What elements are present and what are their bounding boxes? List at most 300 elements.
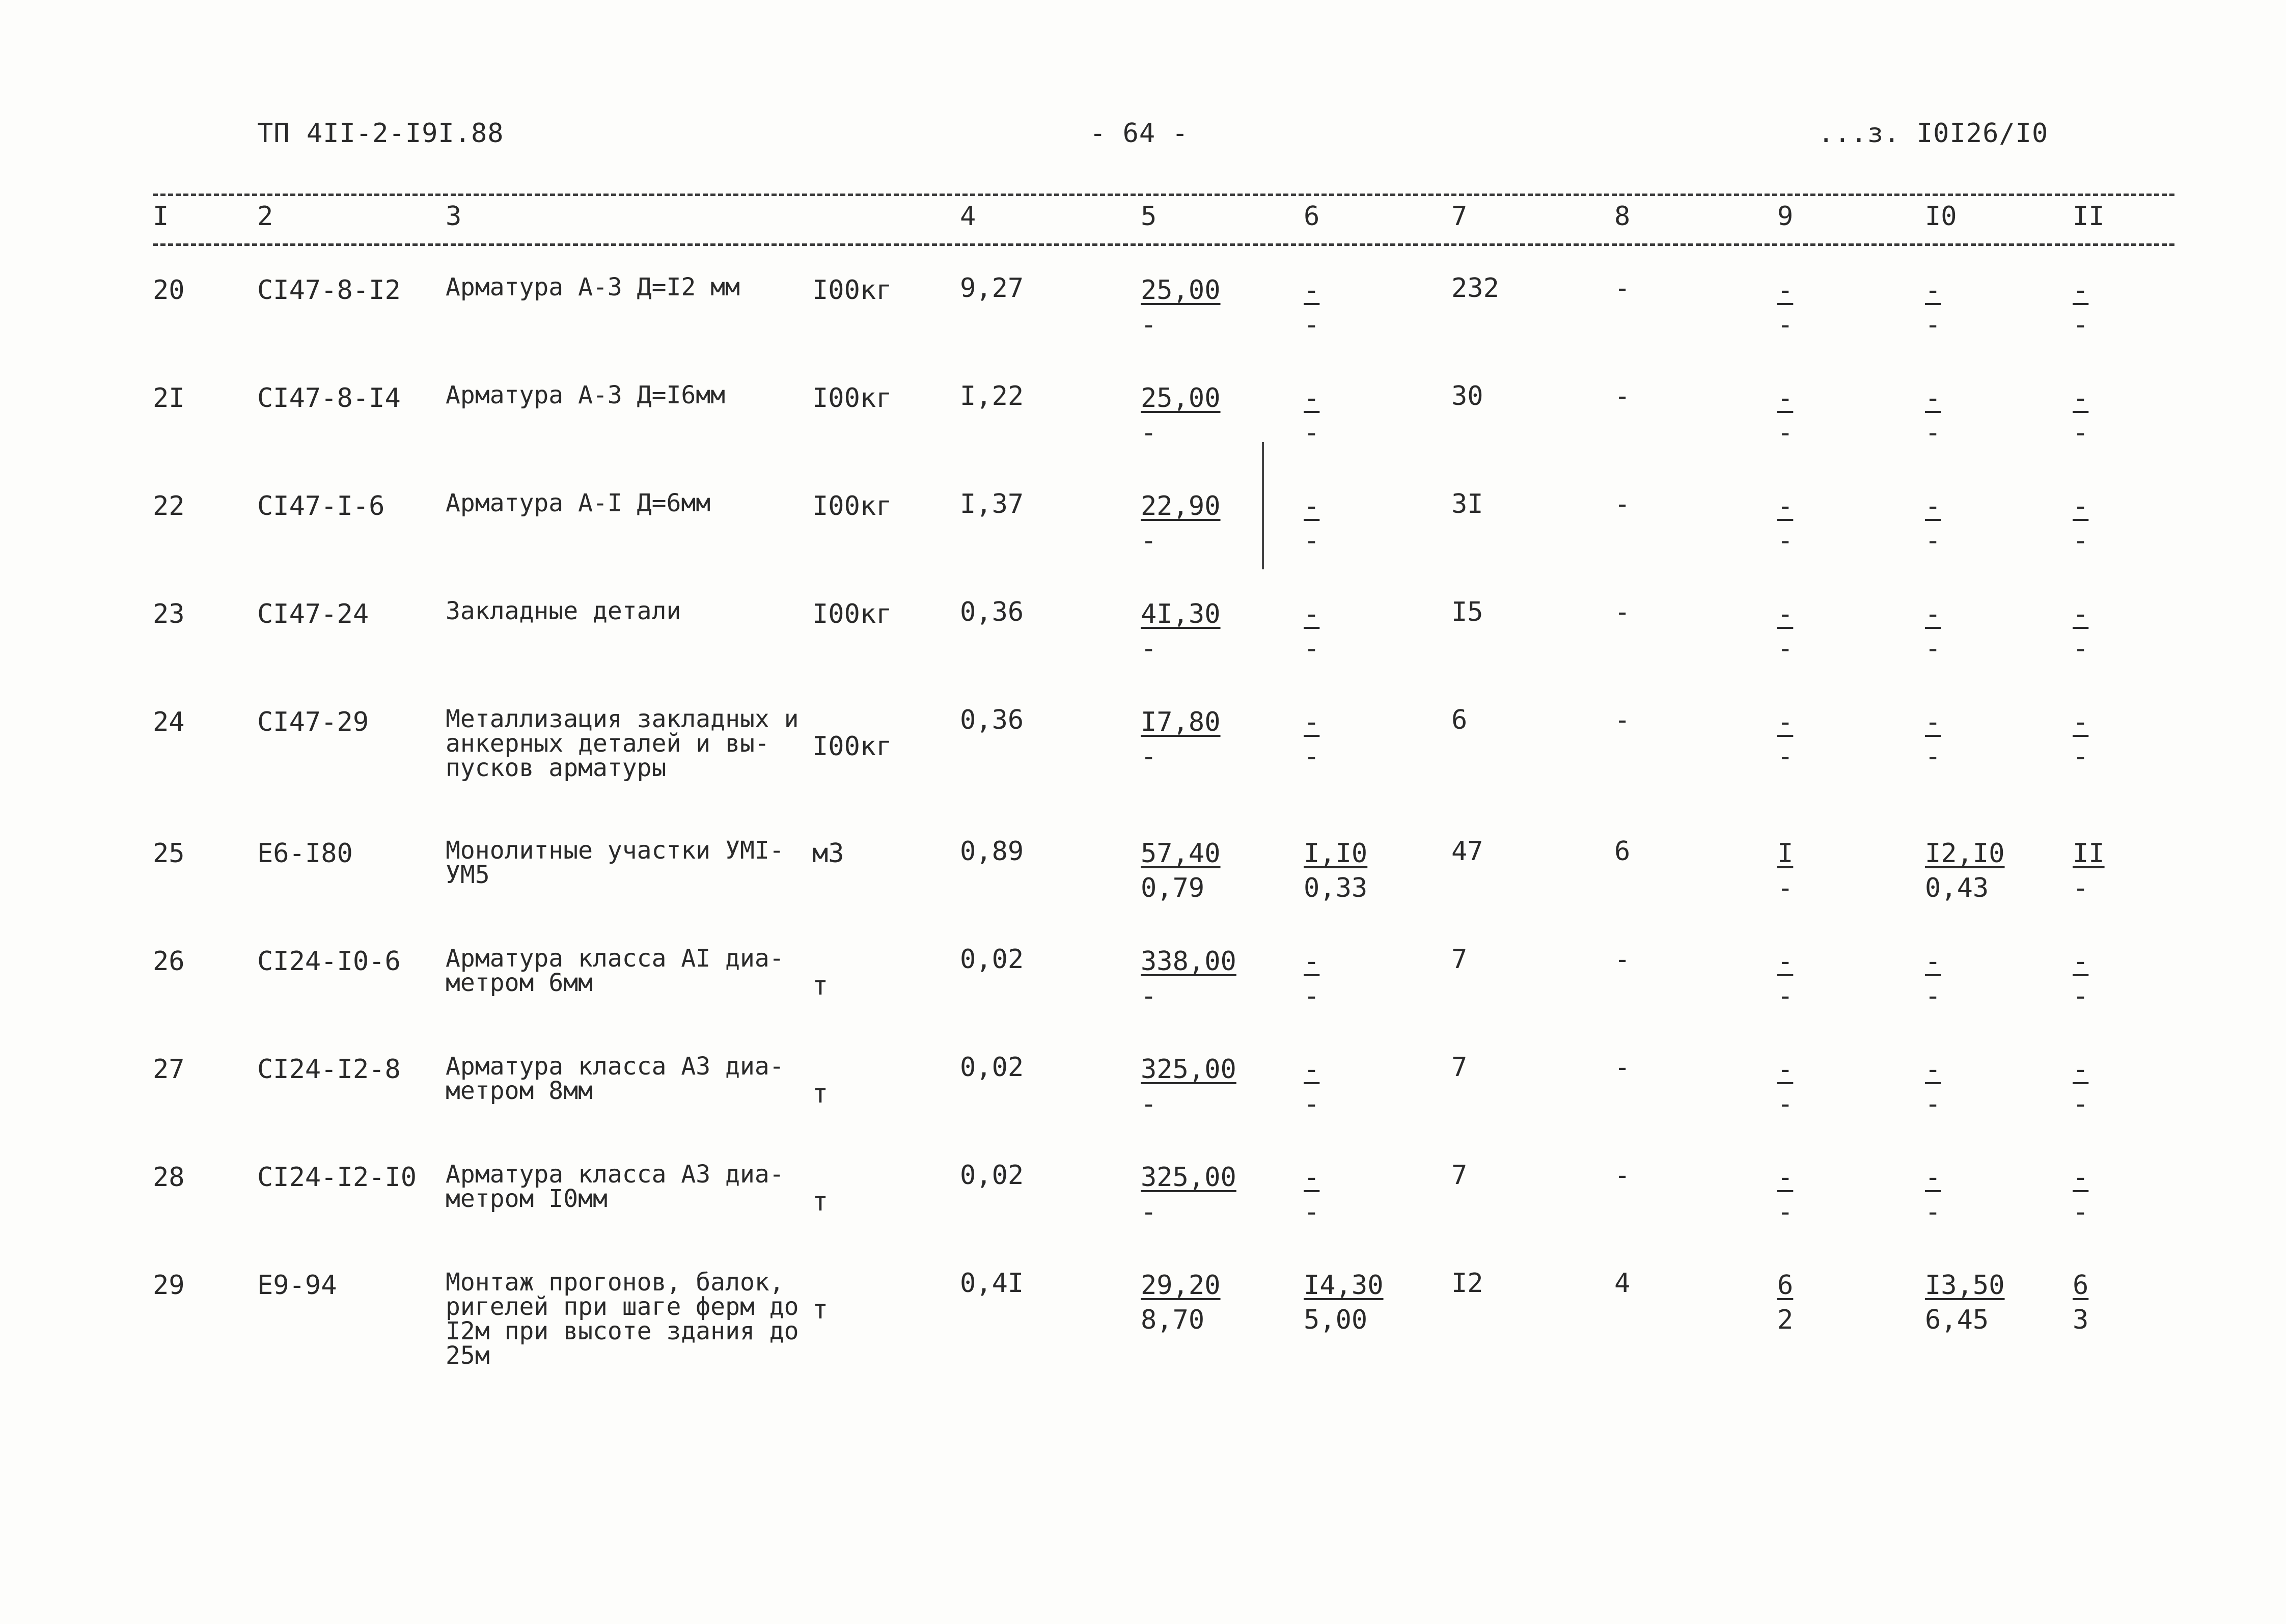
row-number <box>153 1152 257 1260</box>
col7 <box>1451 589 1614 697</box>
work-name <box>446 589 812 697</box>
col11-fraction <box>2073 1268 2088 1337</box>
col6-numerator: - <box>1304 946 1320 977</box>
col5-denominator: - <box>1141 418 1157 448</box>
col9-fraction <box>1777 836 1793 905</box>
col11 <box>2073 373 2174 481</box>
table-row <box>153 373 2174 481</box>
col10 <box>1925 373 2073 481</box>
quantity-value: 0,02 <box>960 1160 1024 1191</box>
col-head-4: 4 <box>960 201 976 232</box>
col10-fraction <box>1925 1052 1941 1121</box>
unit-value: т <box>812 1079 829 1109</box>
col8-value: - <box>1614 1160 1631 1191</box>
table-row <box>153 936 2174 1044</box>
col5-numerator: 25,00 <box>1141 383 1221 414</box>
col-head-10: I0 <box>1925 201 1957 232</box>
col5-denominator: - <box>1141 1089 1157 1119</box>
col9 <box>1777 265 1925 373</box>
col11-denominator: 3 <box>2073 1305 2089 1335</box>
work-name <box>446 265 812 373</box>
col7 <box>1451 481 1614 589</box>
table-row <box>153 589 2174 697</box>
unit-value: т <box>812 1187 829 1217</box>
col11-fraction <box>2073 381 2088 450</box>
col7 <box>1451 936 1614 1044</box>
col6 <box>1304 828 1451 936</box>
norm-code <box>257 481 446 589</box>
col7 <box>1451 828 1614 936</box>
work-name <box>446 828 812 936</box>
col10 <box>1925 1260 2073 1418</box>
work-name <box>446 1044 812 1152</box>
work-name-value: Арматура А-3 Д=I2 мм <box>446 273 740 301</box>
col9-denominator: - <box>1777 741 1794 772</box>
col11-denominator: - <box>2073 1197 2089 1227</box>
col5-fraction <box>1141 944 1236 1013</box>
col5-fraction <box>1141 705 1221 774</box>
col8 <box>1614 265 1777 373</box>
col6-numerator: - <box>1304 1162 1320 1193</box>
unit <box>812 589 960 697</box>
col8-value: - <box>1614 1052 1631 1083</box>
col8-value: - <box>1614 597 1631 627</box>
col11-fraction <box>2073 273 2088 342</box>
col-head-6: 6 <box>1304 201 1320 232</box>
col11-denominator: - <box>2073 741 2089 772</box>
col10-fraction <box>1925 381 1941 450</box>
col5 <box>1141 265 1304 373</box>
col9-numerator: 6 <box>1777 1270 1794 1301</box>
col6-numerator: - <box>1304 707 1320 737</box>
col9 <box>1777 828 1925 936</box>
col9-fraction <box>1777 489 1793 558</box>
col6-fraction <box>1304 705 1319 774</box>
row-number <box>153 589 257 697</box>
row-number <box>153 1260 257 1418</box>
col7 <box>1451 1260 1614 1418</box>
col10 <box>1925 1152 2073 1260</box>
unit <box>812 936 960 1044</box>
col8-value: - <box>1614 705 1631 735</box>
col10-numerator: - <box>1925 707 1941 737</box>
work-name-value: Монолитные участки УМI-УМ5 <box>446 836 784 889</box>
col10 <box>1925 589 2073 697</box>
norm-code <box>257 1044 446 1152</box>
col9-denominator: - <box>1777 310 1794 340</box>
col11-numerator: - <box>2073 707 2089 737</box>
col6 <box>1304 589 1451 697</box>
col5-denominator: - <box>1141 634 1157 664</box>
norm-code-value: Е6-I80 <box>257 838 353 869</box>
work-name-value: Арматура класса А3 диа-метром 8мм <box>446 1052 784 1105</box>
col5 <box>1141 1152 1304 1260</box>
unit-value: I00кг <box>812 599 892 629</box>
col9-denominator: - <box>1777 1197 1794 1227</box>
col11 <box>2073 265 2174 373</box>
col10-denominator: - <box>1925 310 1941 340</box>
col8 <box>1614 936 1777 1044</box>
unit <box>812 265 960 373</box>
col9 <box>1777 1260 1925 1418</box>
col7-value: 3I <box>1451 489 1483 519</box>
col10-fraction <box>1925 705 1941 774</box>
col5 <box>1141 697 1304 828</box>
col5-numerator: I7,80 <box>1141 707 1221 737</box>
col10-denominator: 0,43 <box>1925 873 1989 903</box>
col11 <box>2073 1152 2174 1260</box>
col10-numerator: I3,50 <box>1925 1270 2005 1301</box>
col9 <box>1777 936 1925 1044</box>
col11-denominator: - <box>2073 526 2089 556</box>
col10 <box>1925 697 2073 828</box>
col5-fraction <box>1141 1052 1236 1121</box>
col7-value: 7 <box>1451 1160 1468 1191</box>
col11 <box>2073 936 2174 1044</box>
col6-fraction <box>1304 1052 1319 1121</box>
col11 <box>2073 697 2174 828</box>
col6-numerator: - <box>1304 275 1320 306</box>
work-name-value: Закладные детали <box>446 597 681 625</box>
unit <box>812 1260 960 1418</box>
col8-value: 4 <box>1614 1268 1631 1299</box>
col8 <box>1614 373 1777 481</box>
col9-denominator: - <box>1777 526 1794 556</box>
col11-fraction <box>2073 1052 2088 1121</box>
col6-fraction <box>1304 836 1367 905</box>
col6-fraction <box>1304 1160 1319 1229</box>
col10-numerator: - <box>1925 491 1941 521</box>
col9-denominator: - <box>1777 1089 1794 1119</box>
col7 <box>1451 373 1614 481</box>
unit-value: т <box>812 1295 829 1325</box>
unit-value: I00кг <box>812 383 892 414</box>
row-number-value: 29 <box>153 1270 185 1301</box>
col5-fraction <box>1141 836 1221 905</box>
col11-denominator: - <box>2073 418 2089 448</box>
quantity <box>960 265 1141 373</box>
col11-fraction <box>2073 705 2088 774</box>
col7-value: I2 <box>1451 1268 1483 1299</box>
col9-denominator: - <box>1777 634 1794 664</box>
col8 <box>1614 1044 1777 1152</box>
col7-value: 30 <box>1451 381 1483 411</box>
norm-code <box>257 373 446 481</box>
col6 <box>1304 1260 1451 1418</box>
col9 <box>1777 589 1925 697</box>
col11 <box>2073 1260 2174 1418</box>
col5 <box>1141 828 1304 936</box>
quantity-value: I,37 <box>960 489 1024 519</box>
work-name-value: Монтаж прогонов, балок, ригелей при шаге ферм до I2м при высоте здания до 25м <box>446 1268 799 1370</box>
col5-fraction <box>1141 1160 1236 1229</box>
col11 <box>2073 481 2174 589</box>
col9-fraction <box>1777 944 1793 1013</box>
col6-denominator: - <box>1304 526 1320 556</box>
col10-denominator: - <box>1925 526 1941 556</box>
col7-value: 232 <box>1451 273 1499 304</box>
col9-fraction <box>1777 1268 1793 1337</box>
table-row <box>153 1260 2174 1418</box>
col9-numerator: - <box>1777 946 1794 977</box>
table-row <box>153 481 2174 589</box>
col7 <box>1451 1044 1614 1152</box>
quantity-value: 0,4I <box>960 1268 1024 1299</box>
unit-value: I00кг <box>812 731 892 762</box>
col10-fraction <box>1925 273 1941 342</box>
col6 <box>1304 265 1451 373</box>
col7-value: I5 <box>1451 597 1483 627</box>
col10-denominator: - <box>1925 1089 1941 1119</box>
table-row <box>153 828 2174 936</box>
row-number-value: 24 <box>153 707 185 737</box>
row-number <box>153 373 257 481</box>
col5-denominator: 0,79 <box>1141 873 1205 903</box>
norm-code <box>257 1260 446 1418</box>
unit <box>812 697 960 828</box>
norm-code <box>257 1152 446 1260</box>
col8-value: - <box>1614 489 1631 519</box>
col10-numerator: - <box>1925 1054 1941 1085</box>
col11-denominator: - <box>2073 981 2089 1011</box>
col11-denominator: - <box>2073 873 2089 903</box>
col7-value: 7 <box>1451 1052 1468 1083</box>
quantity-value: I,22 <box>960 381 1024 411</box>
col9-numerator: - <box>1777 1162 1794 1193</box>
col9 <box>1777 1152 1925 1260</box>
col6-denominator: - <box>1304 1197 1320 1227</box>
row-number-value: 28 <box>153 1162 185 1193</box>
col11-numerator: - <box>2073 1054 2089 1085</box>
col8-value: - <box>1614 944 1631 975</box>
col10-numerator: - <box>1925 1162 1941 1193</box>
col-head-7: 7 <box>1451 201 1468 232</box>
table-row <box>153 1152 2174 1260</box>
col11-fraction <box>2073 836 2105 905</box>
col5-denominator: 8,70 <box>1141 1305 1205 1335</box>
col7 <box>1451 265 1614 373</box>
work-name <box>446 373 812 481</box>
col5 <box>1141 373 1304 481</box>
work-name-value: Арматура класса АI диа-метром 6мм <box>446 944 784 997</box>
col9 <box>1777 1044 1925 1152</box>
col5 <box>1141 589 1304 697</box>
col9 <box>1777 481 1925 589</box>
norm-code <box>257 936 446 1044</box>
table-row <box>153 265 2174 373</box>
col10 <box>1925 1044 2073 1152</box>
col6-numerator: - <box>1304 383 1320 414</box>
col5-fraction <box>1141 381 1221 450</box>
col5-numerator: 25,00 <box>1141 275 1221 306</box>
col6-numerator: - <box>1304 1054 1320 1085</box>
sheet-reference: ...з. I0I26/I0 <box>1818 118 2049 149</box>
col9-fraction <box>1777 273 1793 342</box>
unit-value: I00кг <box>812 491 892 521</box>
col11-numerator: - <box>2073 491 2089 521</box>
quantity-value: 0,36 <box>960 597 1024 627</box>
col-head-2: 2 <box>257 201 273 232</box>
col10-fraction <box>1925 1160 1941 1229</box>
col10-numerator: - <box>1925 946 1941 977</box>
col5 <box>1141 1260 1304 1418</box>
col5-fraction <box>1141 1268 1221 1337</box>
col11-denominator: - <box>2073 310 2089 340</box>
col10 <box>1925 265 2073 373</box>
col6-denominator: - <box>1304 310 1320 340</box>
work-name <box>446 1152 812 1260</box>
quantity <box>960 481 1141 589</box>
col10 <box>1925 936 2073 1044</box>
col6-fraction <box>1304 381 1319 450</box>
col11-numerator: - <box>2073 599 2089 629</box>
col11-numerator: - <box>2073 1162 2089 1193</box>
col-head-8: 8 <box>1614 201 1631 232</box>
quantity-value: 0,02 <box>960 1052 1024 1083</box>
col5-numerator: 325,00 <box>1141 1162 1236 1193</box>
col6 <box>1304 1044 1451 1152</box>
col8 <box>1614 828 1777 936</box>
col8 <box>1614 1260 1777 1418</box>
col11-numerator: - <box>2073 275 2089 306</box>
col11 <box>2073 589 2174 697</box>
col11-numerator: 6 <box>2073 1270 2089 1301</box>
row-number-value: 25 <box>153 838 185 869</box>
col11-fraction <box>2073 1160 2088 1229</box>
col-head-3: 3 <box>446 201 462 232</box>
norm-code-value: CI24-I0-6 <box>257 946 401 977</box>
work-name-value: Арматура А-I Д=6мм <box>446 489 711 517</box>
work-name-value: Арматура А-3 Д=I6мм <box>446 381 726 409</box>
col5-fraction <box>1141 597 1221 666</box>
norm-code <box>257 265 446 373</box>
col9-fraction <box>1777 1052 1793 1121</box>
unit-value: I00кг <box>812 275 892 306</box>
col8-value: - <box>1614 381 1631 411</box>
quantity-value: 0,89 <box>960 836 1024 867</box>
col6-fraction <box>1304 944 1319 1013</box>
col10-denominator: - <box>1925 981 1941 1011</box>
col6-denominator: 5,00 <box>1304 1305 1368 1335</box>
col5 <box>1141 936 1304 1044</box>
col6 <box>1304 936 1451 1044</box>
col9-fraction <box>1777 705 1793 774</box>
work-name <box>446 481 812 589</box>
col5-numerator: 338,00 <box>1141 946 1236 977</box>
quantity-value: 0,02 <box>960 944 1024 975</box>
col11 <box>2073 1044 2174 1152</box>
col10-fraction <box>1925 1268 2005 1337</box>
col5-numerator: 22,90 <box>1141 491 1221 521</box>
col10-fraction <box>1925 597 1941 666</box>
unit-value: т <box>812 971 829 1001</box>
col5 <box>1141 481 1304 589</box>
quantity <box>960 936 1141 1044</box>
col9-numerator: I <box>1777 838 1794 869</box>
col10-numerator: - <box>1925 275 1941 306</box>
col9-denominator: - <box>1777 873 1794 903</box>
col9-numerator: - <box>1777 599 1794 629</box>
row-number-value: 2I <box>153 383 185 414</box>
col6-fraction <box>1304 597 1319 666</box>
document-code: ТП 4II-2-I9I.88 <box>257 118 504 149</box>
col7-value: 47 <box>1451 836 1483 867</box>
col6-fraction <box>1304 273 1319 342</box>
col8 <box>1614 481 1777 589</box>
col-head-11: II <box>2073 201 2105 232</box>
col8 <box>1614 697 1777 828</box>
quantity <box>960 1044 1141 1152</box>
row-number <box>153 828 257 936</box>
col-head-5: 5 <box>1141 201 1157 232</box>
col5-denominator: - <box>1141 741 1157 772</box>
col9-denominator: - <box>1777 981 1794 1011</box>
col9-fraction <box>1777 597 1793 666</box>
estimate-table-body <box>153 265 2174 1418</box>
col6 <box>1304 1152 1451 1260</box>
quantity-value: 9,27 <box>960 273 1024 304</box>
col8 <box>1614 589 1777 697</box>
quantity <box>960 828 1141 936</box>
unit <box>812 828 960 936</box>
col7 <box>1451 1152 1614 1260</box>
norm-code-value: Е9-94 <box>257 1270 337 1301</box>
norm-code <box>257 828 446 936</box>
col5-numerator: 325,00 <box>1141 1054 1236 1085</box>
col9-numerator: - <box>1777 707 1794 737</box>
col9-numerator: - <box>1777 1054 1794 1085</box>
col10-denominator: 6,45 <box>1925 1305 1989 1335</box>
col9-denominator: - <box>1777 418 1794 448</box>
col9-numerator: - <box>1777 275 1794 306</box>
col9-fraction <box>1777 1160 1793 1229</box>
row-number-value: 26 <box>153 946 185 977</box>
col8-value: 6 <box>1614 836 1631 867</box>
row-number-value: 23 <box>153 599 185 629</box>
work-name <box>446 1260 812 1418</box>
unit <box>812 373 960 481</box>
col11-numerator: - <box>2073 383 2089 414</box>
col10-numerator: I2,I0 <box>1925 838 2005 869</box>
col5-denominator: - <box>1141 526 1157 556</box>
col11-fraction <box>2073 944 2088 1013</box>
col10-numerator: - <box>1925 599 1941 629</box>
quantity <box>960 373 1141 481</box>
col5-fraction <box>1141 489 1221 558</box>
col6-numerator: I4,30 <box>1304 1270 1384 1301</box>
col10-denominator: - <box>1925 741 1941 772</box>
col8 <box>1614 1152 1777 1260</box>
col6-numerator: - <box>1304 491 1320 521</box>
unit <box>812 481 960 589</box>
col6-denominator: - <box>1304 634 1320 664</box>
col10 <box>1925 828 2073 936</box>
col11-numerator: - <box>2073 946 2089 977</box>
table-row <box>153 697 2174 828</box>
norm-code-value: CI47-24 <box>257 599 369 629</box>
col-head-9: 9 <box>1777 201 1794 232</box>
header-rule-top <box>153 194 2174 196</box>
quantity <box>960 1260 1141 1418</box>
norm-code-value: CI47-I-6 <box>257 491 385 521</box>
col6-denominator: 0,33 <box>1304 873 1368 903</box>
col-head-1: I <box>153 201 169 232</box>
row-number <box>153 265 257 373</box>
work-name <box>446 697 812 828</box>
col11-numerator: II <box>2073 838 2105 869</box>
col5-numerator: 57,40 <box>1141 838 1221 869</box>
norm-code-value: CI47-8-I2 <box>257 275 401 306</box>
